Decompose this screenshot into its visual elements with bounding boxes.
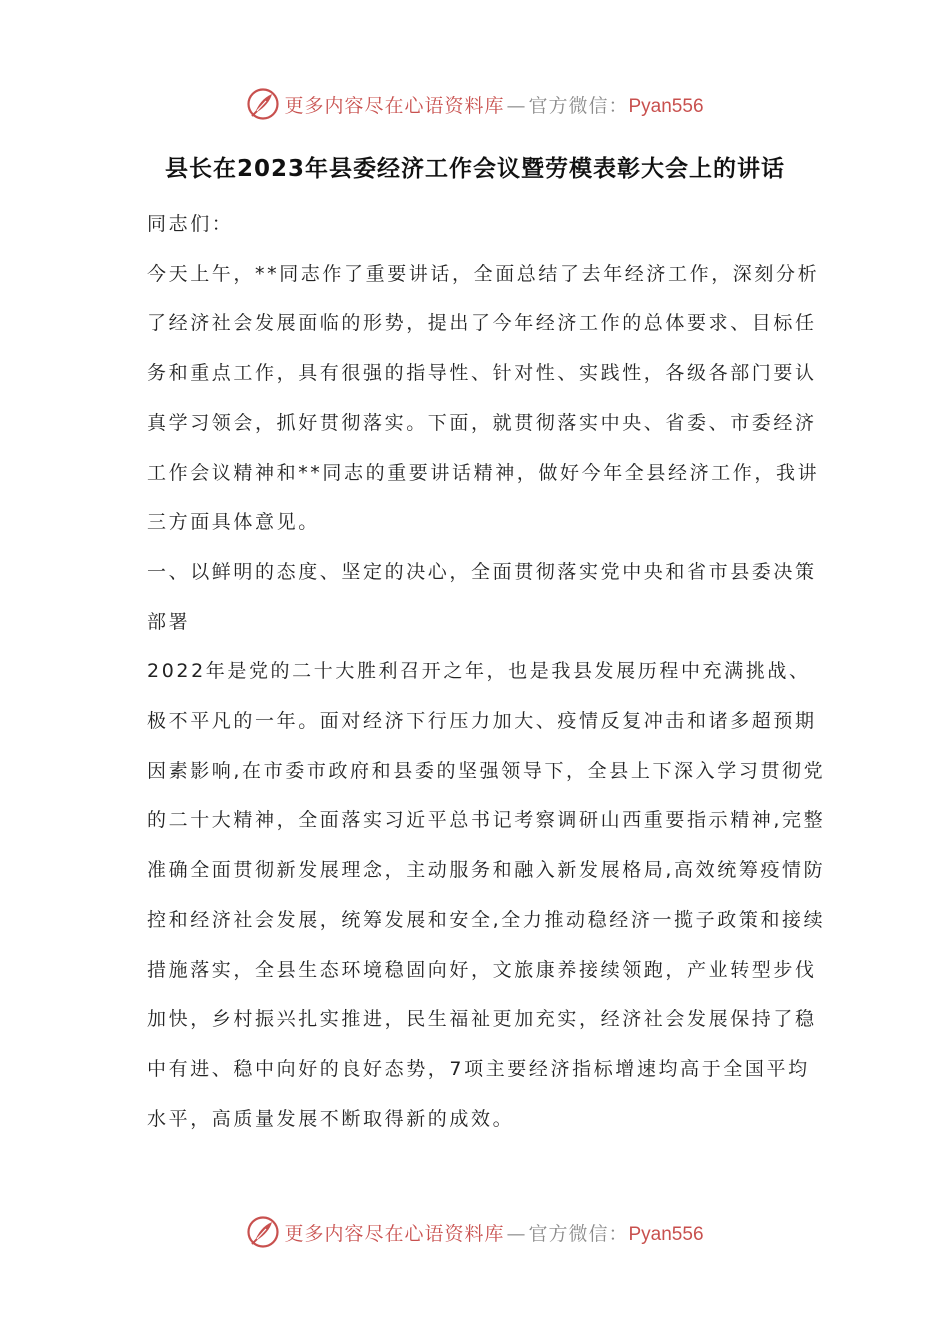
quill-logo-icon (246, 87, 280, 121)
watermark-site-name: 更多内容尽在心语资料库 (284, 94, 505, 117)
watermark-wechat-label: 官方微信： (528, 94, 629, 117)
salutation: 同志们： (147, 213, 234, 235)
watermark-site-name: 更多内容尽在心语资料库 (284, 1222, 505, 1245)
footer-watermark-banner (0, 1212, 950, 1252)
body-paragraph: 今天上午，**同志作了重要讲话，全面总结了去年经济工作，深刻分析了经济社会发展面临的形势，提出了今年经济工作的总体要求、目标任务和重点工作，具有很强的指导性、针对性、实践性，各级各部门要认真学习领会，抓好贯彻落实。下面，就贯彻落实中央、省委、市委经济工作会议精神和**同志的重要讲话精神，做好今年全县经济工作，我讲三方面具体意见。 (147, 262, 820, 534)
body-paragraph: 2022年是党的二十大胜利召开之年，也是我县发展历程中充满挑战、极不平凡的一年。面对经济下行压力加大、疫情反复冲击和诸多超预期因素影响,在市委市政府和县委的坚强领导下，全县上下深入学习贯彻党的二十大精神，全面落实习近平总书记考察调研山西重要指示精神,完整准确全面贯彻新发展理念，主动服务和融入新发展格局,高效统筹疫情防控和经济社会发展，统筹发展和安全,全力推动稳经济一揽子政策和接续措施落实，全县生态环境稳固向好，文旅康养接续领跑，产业转型步伐加快，乡村振兴扎实推进，民生福祉更加充实，经济社会发展保持了稳中有进、稳中向好的良好态势，7项主要经济指标增速均高于全国平均水平，高质量发展不断取得新的成效。 (147, 660, 826, 1130)
watermark-wechat-id: Pyan556 (628, 1223, 704, 1245)
watermark-text (284, 1219, 703, 1246)
document-body (147, 200, 827, 1144)
section-heading: 一、以鲜明的态度、坚定的决心，全面贯彻落实党中央和省市县委决策部署 (147, 560, 817, 633)
quill-logo-icon (246, 1215, 280, 1249)
watermark-wechat-label: 官方微信： (528, 1222, 629, 1245)
header-watermark-banner (0, 84, 950, 124)
watermark-dash: — (506, 94, 527, 117)
document-title: 县长在2023年县委经济工作会议暨劳模表彰大会上的讲话 (164, 156, 785, 182)
watermark-text (284, 91, 703, 118)
watermark-wechat-id: Pyan556 (628, 95, 704, 117)
watermark-dash: — (506, 1222, 527, 1245)
